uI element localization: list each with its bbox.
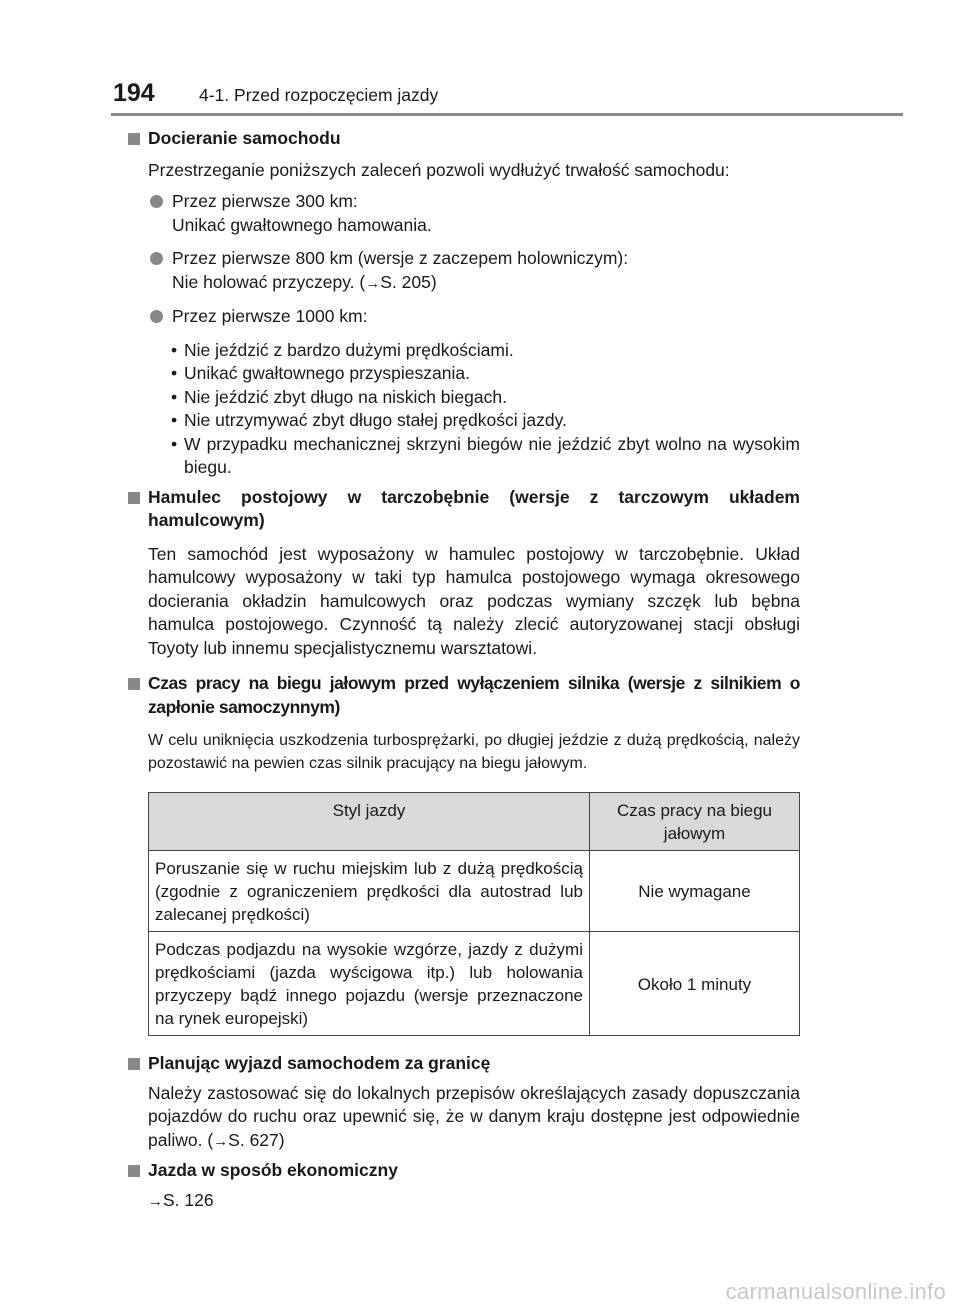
list-item-text: Przez pierwsze 300 km: xyxy=(172,191,358,211)
list-item-text: Przez pierwsze 1000 km: xyxy=(172,306,368,326)
sub-list-item xyxy=(171,409,800,433)
section-heading-parking-brake xyxy=(128,486,800,533)
paragraph xyxy=(148,1189,800,1214)
square-bullet-icon xyxy=(128,1165,140,1177)
page-reference-link[interactable]: S. 126 xyxy=(163,1189,214,1210)
table-header-row xyxy=(149,793,800,851)
bullet-icon: • xyxy=(171,433,178,454)
table-cell: Nie wymagane xyxy=(590,851,800,932)
table-header-cell: Czas pracy na biegu jałowym xyxy=(590,793,800,851)
sub-list-item-text: Nie utrzymywać zbyt długo stałej prędkości jazdy. xyxy=(184,410,567,430)
table-cell: Podczas podjazdu na wysokie wzgórze, jazdy z dużymi prędkościami (jazda wyścigowa itp.) lub holowania przyczepy bądź innego pojazdu (wersje przeznaczone na rynek europejski) xyxy=(149,932,590,1036)
list-item-text: Unikać gwałtownego hamowania. xyxy=(172,214,432,235)
sub-list-item-text: W przypadku mechanicznej skrzyni biegów nie jeździć zbyt wolno na wysokim biegu. xyxy=(184,433,800,477)
section-title: Docieranie samochodu xyxy=(148,128,341,148)
sub-list-item-text: Nie jeździć z bardzo dużymi prędkościami. xyxy=(184,339,514,360)
square-bullet-icon xyxy=(128,1058,140,1070)
page-number: 194 xyxy=(113,79,155,107)
square-bullet-icon xyxy=(128,133,140,145)
sub-list-item-text: Unikać gwałtownego przyspieszania. xyxy=(184,363,470,383)
table-cell: Poruszanie się w ruchu miejskim lub z dużą prędkością (zgodnie z ograniczeniem prędkości dla autostrad lub zalecanej prędkości) xyxy=(149,851,590,932)
list-item xyxy=(128,247,800,295)
paragraph-text: Należy zastosować się do lokalnych przepisów określających zasady dopuszczania pojazdów do ruchu oraz upewnić się, że w danym kraju dostępne jest odpowiednie paliwo. ( xyxy=(148,1082,800,1150)
square-bullet-icon xyxy=(128,492,140,504)
sub-list-item xyxy=(171,339,800,363)
page-header xyxy=(0,0,960,118)
paragraph: Przestrzeganie poniższych zaleceń pozwoli wydłużyć trwałość samochodu: xyxy=(148,159,730,180)
circle-bullet-icon xyxy=(150,195,163,208)
bullet-icon: • xyxy=(171,339,178,360)
paragraph xyxy=(148,1082,800,1154)
header-rule xyxy=(111,113,903,116)
section-title: Jazda w sposób ekonomiczny xyxy=(148,1160,398,1180)
idle-time-table xyxy=(148,792,800,1036)
section-title: Planując wyjazd samochodem za granicę xyxy=(148,1053,491,1073)
bullet-icon: • xyxy=(171,386,178,407)
square-bullet-icon xyxy=(128,678,140,690)
arrow-right-icon: → xyxy=(365,274,381,292)
list-item-text xyxy=(172,271,800,296)
table-cell: Około 1 minuty xyxy=(590,932,800,1036)
section-heading-break-in xyxy=(128,127,800,151)
circle-bullet-icon xyxy=(150,310,163,323)
section-heading-eco-driving xyxy=(128,1159,800,1183)
list-item xyxy=(128,190,800,237)
circle-bullet-icon xyxy=(150,252,163,265)
list-item-text: Przez pierwsze 800 km (wersje z zaczepem holowniczym): xyxy=(172,248,629,268)
arrow-right-icon: → xyxy=(213,1132,229,1150)
page-content xyxy=(128,127,800,1213)
bullet-icon: • xyxy=(171,363,178,383)
section-heading-travel-abroad xyxy=(128,1052,800,1076)
section-heading-idle-time xyxy=(128,672,800,719)
paragraph: Ten samochód jest wyposażony w hamulec postojowy w tarczobębnie. Układ hamulcowy wyposażony w taki typ hamulca postojowego wymaga okresowego docierania okładzin hamulcowych oraz podczas wymiany szczęk lub bębna hamulca postojowego. Czynność tą należy zlecić autoryzowanej stacji obsługi Toyoty lub innemu specjalistycznemu warsztatowi. xyxy=(148,543,800,658)
sub-list xyxy=(171,339,800,480)
table-row xyxy=(149,932,800,1036)
arrow-right-icon: → xyxy=(148,1192,163,1210)
list-item xyxy=(128,305,800,329)
sub-list-item xyxy=(171,386,800,410)
list-item-text-part: Nie holować przyczepy. ( xyxy=(172,271,366,292)
bullet-icon: • xyxy=(171,410,178,430)
paragraph: W celu uniknięcia uszkodzenia turbosprężarki, po długiej jeździe z dużą prędkością, należy pozostawić na pewien czas silnik pracujący na biegu jałowym. xyxy=(148,732,800,772)
page-reference-link[interactable]: S. 205) xyxy=(380,271,437,292)
page-reference-link[interactable]: S. 627) xyxy=(228,1129,285,1150)
table-header-cell: Styl jazdy xyxy=(149,793,590,851)
sub-list-item-text: Nie jeździć zbyt długo na niskich biegach. xyxy=(184,386,507,407)
sub-list-item xyxy=(171,362,800,386)
section-title: Hamulec postojowy w tarczobębnie (wersje z tarczowym układem hamulcowym) xyxy=(148,486,800,530)
watermark: carmanualsonline.info xyxy=(725,1279,946,1304)
table-row xyxy=(149,851,800,932)
section-title: Czas pracy na biegu jałowym przed wyłączeniem silnika (wersje z silnikiem o zapłonie samoczynnym) xyxy=(148,673,800,717)
sub-list-item xyxy=(171,433,800,480)
chapter-title: 4-1. Przed rozpoczęciem jazdy xyxy=(199,85,439,105)
